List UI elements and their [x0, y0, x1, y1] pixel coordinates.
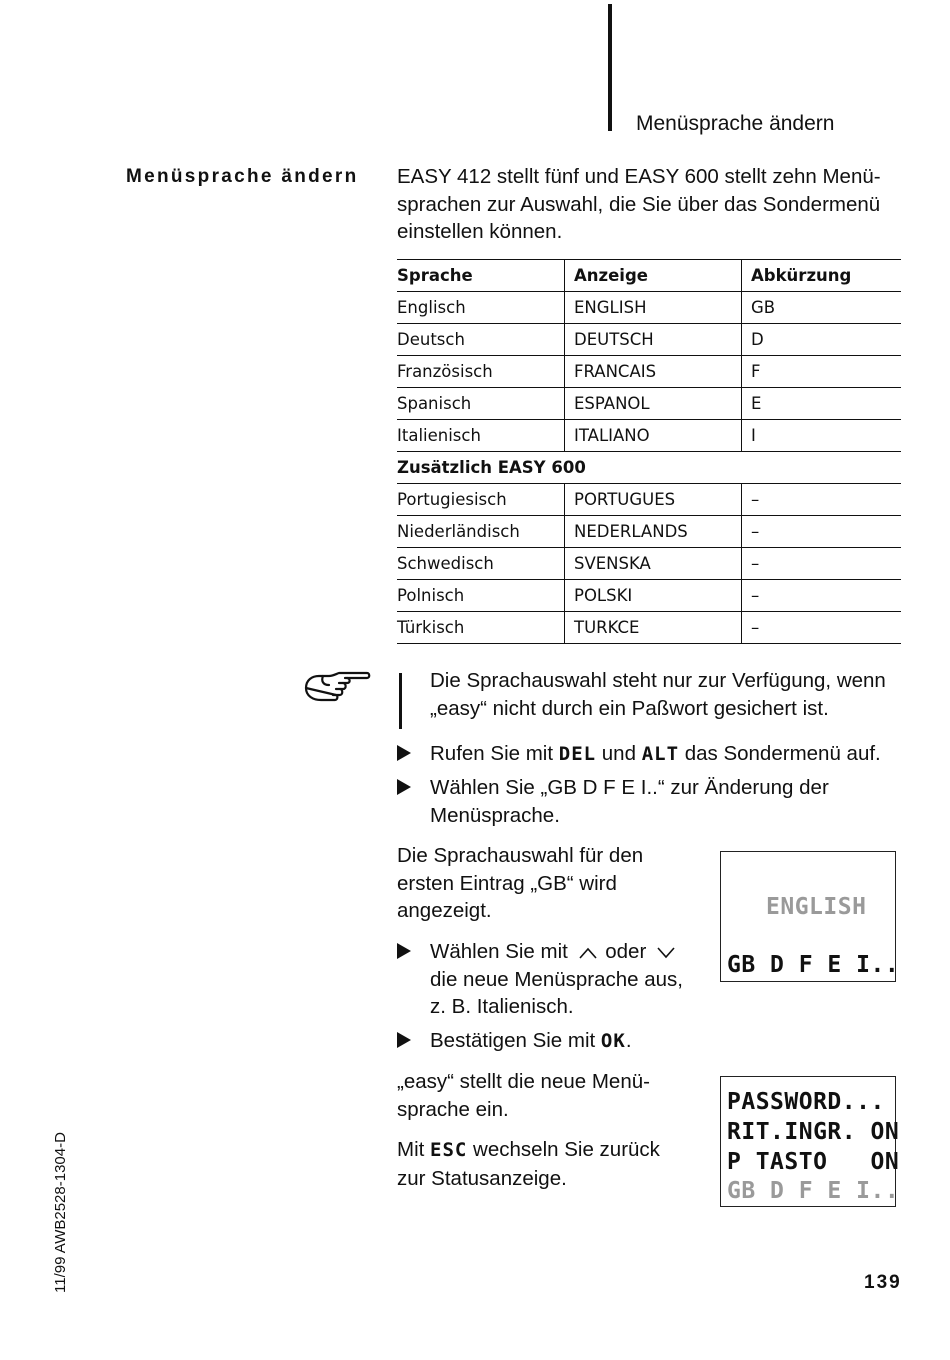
- table-cell: –: [742, 612, 902, 644]
- paragraph-text-part: wechseln Sie zurück: [467, 1138, 660, 1161]
- intro-line: einstellen können.: [397, 220, 563, 243]
- step-text-part: oder: [599, 940, 652, 963]
- step-line: Menüsprache.: [430, 803, 560, 827]
- pointing-hand-icon: [303, 668, 371, 708]
- table-section-label: Zusätzlich EASY 600: [397, 452, 901, 484]
- table-cell: GB: [742, 292, 902, 324]
- table-cell: Polnisch: [397, 580, 565, 612]
- table-row: [397, 420, 901, 452]
- paragraph-line: Die Sprachauswahl für den: [397, 844, 644, 867]
- table-cell: –: [742, 580, 902, 612]
- table-row: [397, 484, 901, 516]
- esc-key: ESC: [430, 1139, 468, 1161]
- paragraph-line: sprache ein.: [397, 1097, 509, 1121]
- table-row: [397, 388, 901, 420]
- table-cell: E: [742, 388, 902, 420]
- table-row: [397, 356, 901, 388]
- lcd-line: GB D F E I..: [727, 1178, 900, 1204]
- column-header: Sprache: [397, 260, 565, 292]
- paragraph-line: angezeigt.: [397, 899, 492, 922]
- column-header: Abkürzung: [742, 260, 902, 292]
- lcd-line: ENGLISH: [766, 894, 867, 920]
- table-cell: –: [742, 548, 902, 580]
- table-cell: Französisch: [397, 356, 565, 388]
- table-row: [397, 580, 901, 612]
- note-line: „easy“ nicht durch ein Paßwort gesichert ist.: [430, 696, 829, 720]
- lcd-line: GB D F E I..: [727, 952, 900, 978]
- result-paragraph: [397, 1068, 650, 1123]
- selection-paragraph: [397, 842, 643, 925]
- paragraph-line: zur Statusanzeige.: [397, 1166, 567, 1190]
- down-arrow-icon: [656, 946, 676, 960]
- note-text: [430, 667, 910, 722]
- table-cell: Portugiesisch: [397, 484, 565, 516]
- column-header: Anzeige: [565, 260, 742, 292]
- table-cell: –: [742, 484, 902, 516]
- table-cell: D: [742, 324, 902, 356]
- table-cell: Spanisch: [397, 388, 565, 420]
- step-text-part: Wählen Sie mit: [430, 940, 574, 963]
- table-section-row: [397, 452, 901, 484]
- lcd-line: PASSWORD...: [727, 1089, 885, 1115]
- table-cell: Schwedisch: [397, 548, 565, 580]
- step-text: [430, 774, 829, 829]
- step-line: die neue Menüsprache aus,: [430, 967, 684, 991]
- step-text: [430, 938, 683, 1021]
- step-text-part: und: [596, 742, 642, 765]
- table-row: [397, 612, 901, 644]
- intro-line: sprachen zur Auswahl, die Sie über das Sondermenü: [397, 192, 881, 216]
- del-key: DEL: [558, 743, 597, 765]
- table-header-row: [397, 260, 901, 292]
- step-text-part: Bestätigen Sie mit: [430, 1029, 601, 1052]
- table-cell: I: [742, 420, 902, 452]
- step-line: [430, 938, 683, 966]
- step-text: [430, 1027, 632, 1056]
- header-rule: [608, 4, 612, 131]
- table-cell: SVENSKA: [565, 548, 742, 580]
- header-title: Menüsprache ändern: [636, 112, 835, 135]
- bullet-triangle-icon: [397, 745, 411, 761]
- table-cell: ITALIANO: [565, 420, 742, 452]
- intro-line: EASY 412 stellt fünf und EASY 600 stellt zehn Menü-: [397, 165, 881, 188]
- language-table: [397, 259, 901, 644]
- table-cell: Türkisch: [397, 612, 565, 644]
- lcd-display-special-menu: [720, 1076, 900, 1207]
- table-cell: ESPANOL: [565, 388, 742, 420]
- paragraph-line: [397, 1136, 660, 1165]
- table-cell: ENGLISH: [565, 292, 742, 324]
- step-text-part: das Sondermenü auf.: [679, 742, 881, 765]
- alt-key: ALT: [641, 743, 680, 765]
- document-code: 11/99 AWB2528-1304-D: [52, 1132, 69, 1293]
- table-cell: DEUTSCH: [565, 324, 742, 356]
- paragraph-line: „easy“ stellt die neue Menü-: [397, 1070, 650, 1093]
- table-row: [397, 324, 901, 356]
- table-cell: Englisch: [397, 292, 565, 324]
- table-row: [397, 292, 901, 324]
- bullet-triangle-icon: [397, 943, 411, 959]
- table-row: [397, 548, 901, 580]
- lcd-display-language: [720, 851, 900, 982]
- step-line: z. B. Italienisch.: [430, 995, 574, 1018]
- escape-paragraph: [397, 1136, 660, 1192]
- table-row: [397, 516, 901, 548]
- table-cell: POLSKI: [565, 580, 742, 612]
- step-text: [430, 740, 881, 769]
- page-number: 139: [864, 1272, 902, 1293]
- table-cell: TURKCE: [565, 612, 742, 644]
- ok-key: OK: [600, 1030, 626, 1052]
- side-heading: Menüsprache ändern: [126, 166, 359, 187]
- table-cell: NEDERLANDS: [565, 516, 742, 548]
- table-cell: PORTUGUES: [565, 484, 742, 516]
- table-cell: FRANCAIS: [565, 356, 742, 388]
- table-cell: Italienisch: [397, 420, 565, 452]
- up-arrow-icon: [578, 946, 598, 960]
- paragraph-line: ersten Eintrag „GB“ wird: [397, 871, 617, 895]
- step-text-part: .: [625, 1029, 632, 1052]
- step-line: Wählen Sie „GB D F E I..“ zur Änderung der: [430, 776, 829, 799]
- lcd-line: RIT.INGR. ON: [727, 1119, 900, 1145]
- note-rule: [399, 673, 402, 729]
- step-text-part: Rufen Sie mit: [430, 742, 559, 765]
- table-cell: Deutsch: [397, 324, 565, 356]
- intro-paragraph: [397, 163, 909, 246]
- paragraph-text-part: Mit: [397, 1138, 431, 1161]
- bullet-triangle-icon: [397, 779, 411, 795]
- bullet-triangle-icon: [397, 1032, 411, 1048]
- lcd-line: P TASTO ON: [727, 1149, 900, 1175]
- note-line: Die Sprachauswahl steht nur zur Verfügung, wenn: [430, 669, 886, 692]
- table-cell: –: [742, 516, 902, 548]
- table-cell: F: [742, 356, 902, 388]
- table-cell: Niederländisch: [397, 516, 565, 548]
